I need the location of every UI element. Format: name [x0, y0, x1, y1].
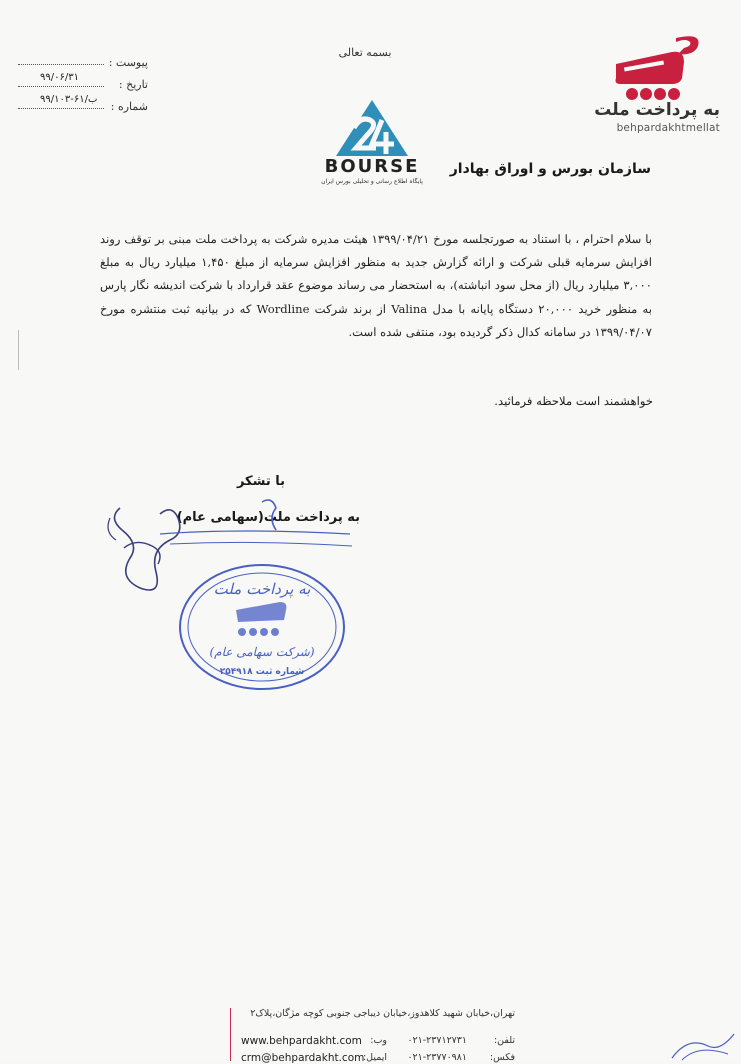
meta-dots: [18, 64, 104, 65]
letter-footer: [230, 1008, 521, 1064]
footer-address: تهران،خیابان شهید کلاهدوز،خیابان دیباجی جنوبی کوچه مژگان،پلاک۲: [250, 1008, 515, 1019]
footer-fax-label: فکس:: [489, 1052, 515, 1063]
stamp-reg-text: شماره ثبت ۲۵۴۹۱۸: [219, 667, 305, 677]
footer-tel: ۰۲۱-۲۳۷۱۲۷۳۱: [407, 1035, 467, 1046]
bourse-logo-word: BOURSE: [324, 156, 420, 177]
thanks-line: با تشکر: [236, 474, 285, 489]
recipient-title: سازمان بورس و اوراق بهادار: [449, 161, 651, 177]
meta-number: [18, 94, 148, 122]
footer-web-link[interactable]: www.behpardakht.com: [241, 1035, 362, 1047]
footer-fax: ۰۲۱-۲۳۷۷۰۹۸۱: [407, 1052, 467, 1063]
behpardakht-logo-fa: به پرداخت ملت: [594, 100, 720, 120]
behpardakht-logo-en: behpardakhtmellat: [616, 122, 720, 134]
meta-dots: [18, 108, 104, 109]
behpardakht-logo: [596, 34, 724, 134]
letter-closing: خواهشمند است ملاحظه فرمائید.: [494, 394, 653, 408]
meta-attachment: [18, 56, 148, 78]
behpardakht-emblem-icon: [614, 34, 706, 104]
meta-dots: [18, 86, 104, 87]
footer-tel-label: تلفن:: [493, 1035, 515, 1046]
stamp-top-text: به پرداخت ملت: [213, 580, 311, 598]
signer-name: به پرداخت ملت(سهامی عام): [176, 510, 360, 525]
meta-date-label: تاریخ :: [118, 78, 148, 91]
bourse-triangle-icon: [316, 98, 428, 158]
corner-scribble: [668, 1030, 738, 1061]
bourse-logo: [316, 98, 428, 190]
bourse-logo-subtitle: پایگاه اطلاع رسانی و تحلیلی بورس ایران: [321, 178, 423, 185]
meta-number-label: شماره :: [110, 100, 148, 113]
footer-email-link[interactable]: crm@behpardakht.com: [241, 1052, 365, 1064]
meta-attachment-label: پیوست :: [108, 56, 148, 69]
meta-date-value: ۹۹/۰۶/۳۱: [40, 72, 79, 83]
company-stamp: [176, 560, 348, 694]
meta-number-value: ۹۹/ب/۶۱-۱۰۳: [40, 94, 98, 105]
bismillah-heading: بسمه تعالی: [338, 46, 392, 59]
margin-mark: [18, 330, 19, 370]
stamp-middle-text: (شرکت سهامی عام): [209, 645, 315, 659]
footer-email-label: ایمیل:: [362, 1052, 387, 1063]
letter-meta: [18, 56, 148, 122]
letter-body: با سلام احترام ، با استناد به صورتجلسه مورخ ۱۳۹۹/۰۴/۲۱ هیئت مدیره شرکت به پرداخت ملت مبنی بر توقف روند افزایش سرمایه قبلی شرکت و ارائه گزارش جدید به منظور افزایش سرمایه از مبلغ ۱,۴۵۰ میلیارد ریال به مبلغ ۳,۰۰۰ میلیارد ریال (از محل سود انباشته)، به استحضار می رساند موضوع عقد قرارداد با شرکت اندیشه نگار پارس به منظور خرید ۲۰,۰۰۰ دستگاه پایانه با مدل Valina از برند شرکت Wordline که در بیانیه ثبت منتشره مورخ ۱۳۹۹/۰۴/۰۷ در سامانه کدال ذکر گردیده بود، منتفی شده است.: [100, 232, 652, 339]
footer-web-label: وب:: [370, 1035, 387, 1046]
